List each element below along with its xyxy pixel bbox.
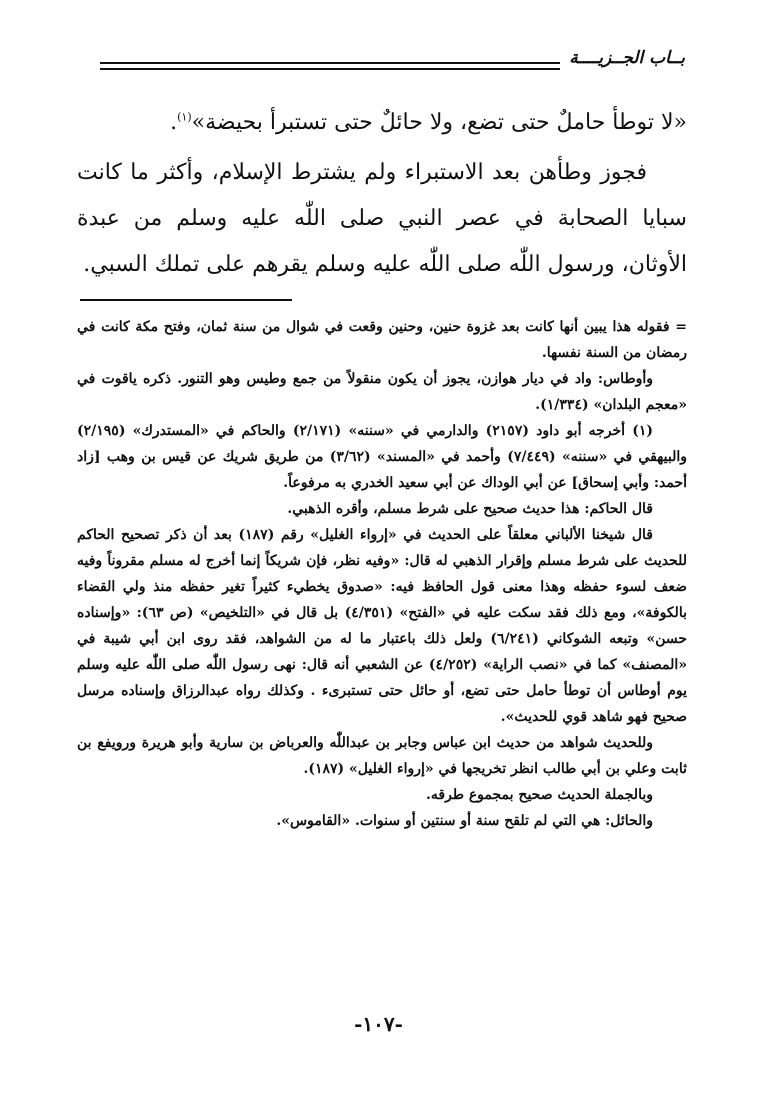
footnote-paragraph: وأوطاس: واد في ديار هوازن، يجوز أن يكون منقولاً من جمع وطيس وهو التنور. ذكره ياقوت في «معجم البلدان» (١/٣٣٤).: [77, 371, 687, 413]
footnote-paragraph: وللحديث شواهد من حديث ابن عباس وجابر بن عبداللّٰه والعرباض بن سارية وأبو هريرة ورويفع بن ثابت وعلي بن أبي طالب انظر تخريجها في «إرواء الغليل» (١٨٧).: [77, 735, 687, 777]
hadith-quote: [77, 100, 687, 146]
sentence-end: .: [170, 110, 178, 135]
page-header: [100, 48, 685, 78]
footnote-continuation: = فقوله هذا يبين أنها كانت بعد غزوة حنين، وحنين وقعت في شوال من سنة ثمان، وفتح مكة كانت في رمضان من السنة نفسها.: [77, 319, 687, 361]
header-rule: [100, 62, 560, 64]
footnotes: [77, 314, 687, 834]
footnote-1: (١) أخرجه أبو داود (٢١٥٧) والدارمي في «سننه» (٢/١٧١) والحاكم في «المستدرك» (٢/١٩٥) والبيهقي في «سننه» (٧/٤٤٩) وأحمد في «المسند» (٣/٦٢) من طريق شريك عن قيس بن وهب [زاد أحمد: وأبي إسحاق] عن أبي الوداك عن أبي سعيد الخدري به مرفوعاً.: [77, 423, 687, 491]
footnote-reference: (١): [177, 110, 192, 124]
footnote-paragraph: وبالجملة الحديث صحيح بمجموع طرقه.: [426, 787, 653, 803]
main-paragraph: فجوز وطأهن بعد الاستبراء ولم يشترط الإسلام، وأكثر ما كانت سبايا الصحابة في عصر النبي صلى اللّٰه عليه وسلم من عبدة الأوثان، ورسول اللّٰه صلى اللّٰه عليه وسلم يقرهم على تملك السبي.: [77, 160, 687, 277]
page-number: -١٠٧-: [354, 1012, 403, 1036]
footnote-paragraph: والحائل: هي التي لم تلقح سنة أو سنتين أو سنوات. «القاموس».: [276, 813, 653, 829]
hadith-text: «لا توطأ حاملٌ حتى تضع، ولا حائلٌ حتى تستبرأ بحيضة»: [191, 110, 687, 135]
chapter-title: بــاب الجــزيــــة: [569, 48, 685, 68]
footnote-paragraph: قال الحاكم: هذا حديث صحيح على شرط مسلم، وأقره الذهبي.: [287, 501, 653, 517]
footnote-paragraph: قال شيخنا الألباني معلقاً على الحديث في «إرواء الغليل» رقم (١٨٧) بعد أن ذكر تصحيح الحاكم للحديث على شرط مسلم وإقرار الذهبي له قال: «وفيه نظر، فإن شريكاً إنما أخرج له مسلم مقروناً وفيه ضعف لسوء حفظه وهذا معنى قول الحافظ فيه: «صدوق يخطيء كثيراً تغير حفظه منذ ولي القضاء بالكوفة»، ومع ذلك فقد سكت عليه في «الفتح» (٤/٣٥١) بل قال في «التلخيص» (ص ٦٣): «وإسناده حسن» وتبعه الشوكاني (٦/٢٤١) ولعل ذلك باعتبار ما له من الشواهد، فقد روى ابن أبي شيبة في «المصنف» كما في «نصب الراية» (٤/٢٥٢) عن الشعبي أنه قال: نهى رسول اللّٰه صلى اللّٰه عليه وسلم يوم أوطاس أن توطأ حامل حتى تضع، أو حائل حتى تستبرىء . وكذلك رواه عبدالرزاق وإسناده مرسل صحيح فهو شاهد قوي للحديث».: [77, 527, 687, 725]
main-text: [77, 100, 687, 288]
footnote-separator: [80, 299, 292, 301]
header-rule: [100, 68, 560, 70]
